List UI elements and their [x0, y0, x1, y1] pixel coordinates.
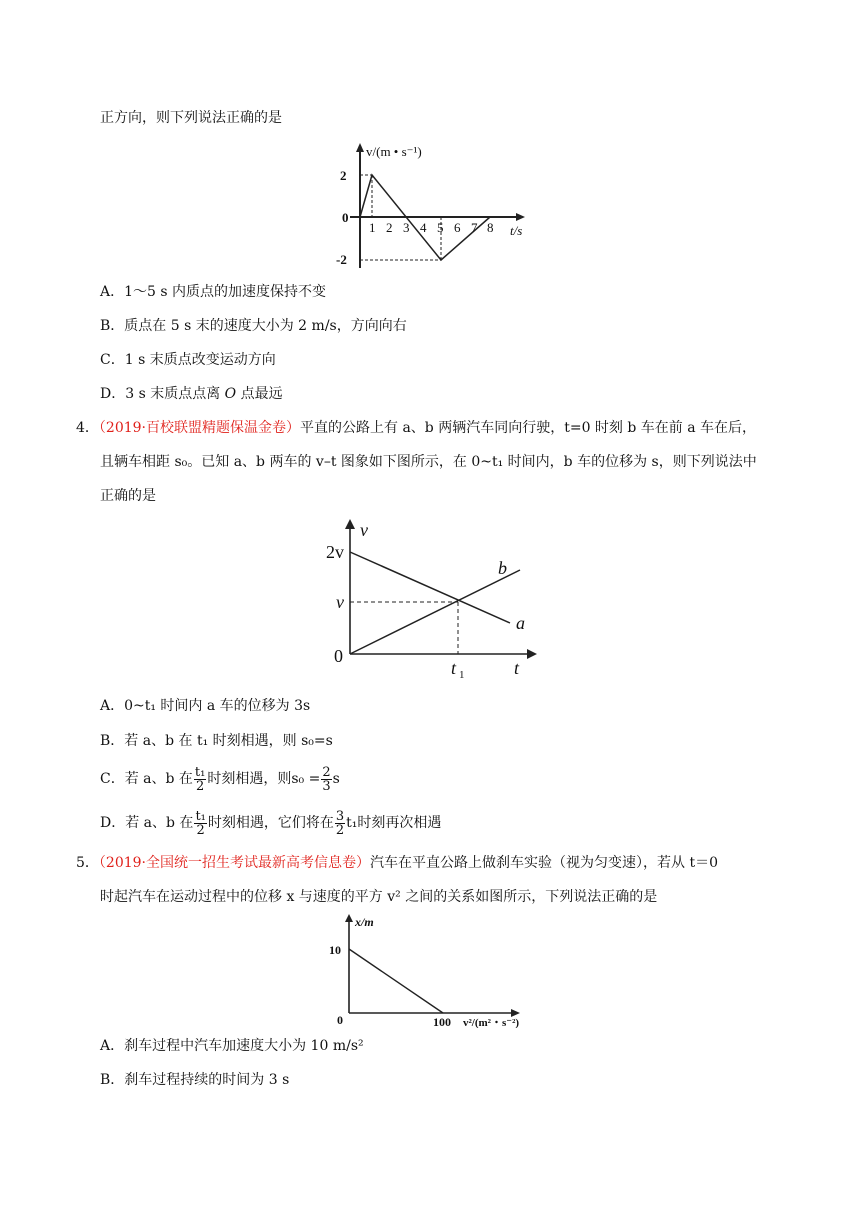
q4-label-b: b: [498, 558, 507, 578]
q3-xtick-8: 8: [487, 220, 494, 235]
q3-option-d-post: 点最远: [236, 386, 283, 402]
q5-text1: 汽车在平直公路上做刹车实验（视为匀变速），若从 t＝0: [370, 855, 718, 871]
q4-xtick-t1-sub: 1: [459, 669, 465, 681]
q3-xtick-7: 7: [471, 220, 478, 235]
q3-option-d-o: O: [224, 386, 237, 402]
q5-option-a: A．刹车过程中汽车加速度大小为 10 m/s²: [100, 1038, 364, 1054]
q5-ylabel: x/m: [355, 915, 374, 929]
q4-option-d-post: t₁时刻再次相遇: [346, 815, 442, 831]
q5-xtick-100: 100: [433, 1015, 451, 1028]
q5-origin: 0: [337, 1013, 343, 1027]
q4-xlabel: t: [514, 658, 520, 678]
q3-xtick-2: 2: [386, 220, 393, 235]
q4-label-a: a: [516, 613, 525, 633]
q4-frac-2-over-3: $\frac{2}{3}$: [322, 764, 331, 794]
q5-option-b: B．刹车过程持续的时间为 3 s: [100, 1072, 290, 1088]
q4-x-arrow: [527, 649, 537, 659]
q4-frac-3-over-2: $\frac{3}{2}$: [335, 808, 345, 838]
q3-xlabel: t/s: [510, 223, 523, 238]
q4-option-d: [100, 808, 441, 838]
q5-xlabel: v²/(m²・s⁻²): [463, 1017, 520, 1028]
q4-vt-graph: [320, 516, 550, 684]
q3-ytick-0: 0: [342, 210, 349, 225]
q5-line1: [76, 853, 718, 873]
q4-option-c-post: s: [332, 771, 340, 787]
q5-x-v2-graph: [325, 910, 535, 1028]
q3-intro: 正方向，则下列说法正确的是: [100, 110, 282, 126]
q3-xtick-3: 3: [403, 220, 410, 235]
q3-option-d: [100, 384, 283, 404]
q4-line1: [76, 418, 756, 438]
q4-source: （2019·百校联盟精题保温金卷）: [98, 420, 301, 436]
q5-line2: 时起汽车在运动过程中的位移 x 与速度的平方 v² 之间的关系如图所示，下列说法正确的是: [100, 889, 658, 905]
q4-option-c-mid: 时刻相遇，则s₀ =: [207, 771, 321, 787]
q4-text1: 平直的公路上有 a、b 两辆汽车同向行驶，t=0 时刻 b 车在前 a 车在后，: [300, 420, 757, 436]
q4-line3: 正确的是: [100, 488, 156, 504]
q4-frac-t1-over-2: $\frac{\text{t₁}}{2}$: [194, 764, 206, 794]
q4-number: 4．: [76, 420, 99, 436]
q3-xtick-6: 6: [454, 220, 461, 235]
q4-origin: 0: [334, 646, 343, 666]
q3-option-c: C．1 s 末质点改变运动方向: [100, 352, 276, 368]
q3-x-arrow: [516, 213, 525, 221]
q4-frac-t1-over-2b: $\frac{\text{t₁}}{2}$: [195, 808, 206, 838]
q3-option-b: B．质点在 5 s 末的速度大小为 2 m/s，方向向右: [100, 318, 407, 334]
q4-option-d-mid: 时刻相遇，它们将在: [207, 815, 334, 831]
q4-ytick-2v: 2v: [326, 542, 344, 562]
q4-ylabel: v: [360, 520, 368, 540]
q5-y-arrow: [345, 914, 353, 922]
q4-line-b: [350, 570, 520, 654]
q3-vt-graph: [330, 140, 530, 275]
q5-number: 5．: [76, 855, 99, 871]
q3-ytick-2: 2: [340, 168, 347, 183]
q4-option-c-pre: C．若 a、b 在: [100, 771, 193, 787]
q4-ytick-v: v: [336, 592, 344, 612]
q5-x-line: [349, 949, 443, 1013]
q5-ytick-10: 10: [329, 943, 341, 957]
q3-ytick-m2: -2: [336, 252, 347, 267]
q3-xtick-1: 1: [369, 220, 376, 235]
q4-option-c: [100, 764, 340, 794]
q4-xtick-t1: t: [451, 658, 457, 678]
q3-xtick-4: 4: [420, 220, 427, 235]
q3-y-arrow: [356, 143, 364, 152]
q4-option-d-pre: D．若 a、b 在: [100, 815, 194, 831]
q4-line2: 且辆车相距 s₀。已知 a、b 两车的 v–t 图象如下图所示，在 0~t₁ 时间内，b 车的位移为 s，则下列说法中: [100, 454, 757, 470]
q5-source: （2019·全国统一招生考试最新高考信息卷）: [98, 855, 370, 871]
q4-option-a: A．0~t₁ 时间内 a 车的位移为 3s: [100, 698, 311, 714]
q5-x-arrow: [511, 1009, 520, 1017]
q4-option-b: B．若 a、b 在 t₁ 时刻相遇，则 s₀=s: [100, 733, 333, 749]
q3-ylabel: v/(m • s⁻¹): [366, 144, 422, 159]
q3-option-d-pre: D．3 s 末质点点离: [100, 386, 225, 402]
q3-xtick-5: 5: [437, 220, 444, 235]
q3-option-a: A．1～5 s 内质点的加速度保持不变: [100, 284, 327, 300]
q4-y-arrow: [345, 519, 355, 529]
